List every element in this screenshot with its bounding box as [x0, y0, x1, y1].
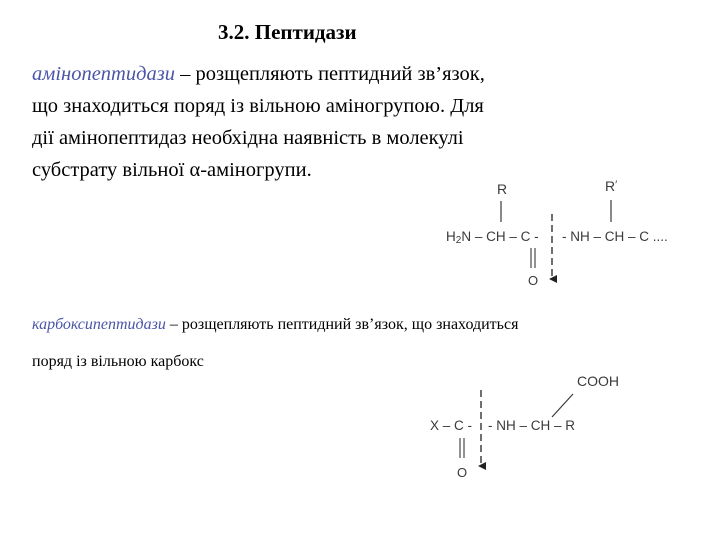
chain-left-rest: N – CH – C -: [461, 229, 539, 244]
aminopeptidase-diagram: [446, 178, 668, 288]
r-right-label: [605, 178, 617, 194]
section-title: 3.2. Пептидази: [218, 20, 357, 44]
chain-right-text-2: - NH – CH – R: [488, 418, 576, 433]
cooh-bond: [552, 394, 573, 417]
chain-left-text: [446, 229, 539, 246]
r-right-letter: R: [605, 178, 616, 194]
r-right-prime: ′: [615, 179, 618, 191]
oxygen-atom-2: O: [457, 465, 468, 480]
cooh-group: COOH: [577, 373, 619, 389]
aminopeptidase-line4-start: субстрату вільної: [32, 159, 190, 181]
aminopeptidase-line4-end: -аміногрупи.: [200, 159, 312, 181]
chain-right-text: - NH – CH – C ....: [562, 229, 668, 244]
r-left-label: R: [497, 181, 508, 197]
aminopeptidase-line2: що знаходиться поряд із вільною аміногрупою. Для: [32, 95, 484, 117]
carboxypeptidase-term: карбоксипептидази: [32, 316, 166, 333]
aminopeptidase-term: амінопептидази: [32, 63, 175, 85]
carboxypeptidase-diagram: [430, 373, 619, 480]
aminopeptidase-line3: дії амінопептидаз необхідна наявність в молекулі: [32, 127, 464, 149]
subscript-2: 2: [455, 235, 462, 246]
alpha-symbol: α: [189, 159, 201, 181]
carboxypeptidase-line2: поряд із вільною карбокс: [32, 353, 204, 370]
chain-left-text-2: X – C -: [430, 418, 473, 433]
carboxypeptidase-line1: – розщепляють пептидний зв’язок, що знаходиться: [165, 316, 519, 333]
oxygen-atom: O: [528, 273, 539, 288]
aminopeptidase-line1: – розщепляють пептидний зв’язок,: [174, 63, 485, 85]
h-atom: H: [446, 229, 456, 244]
